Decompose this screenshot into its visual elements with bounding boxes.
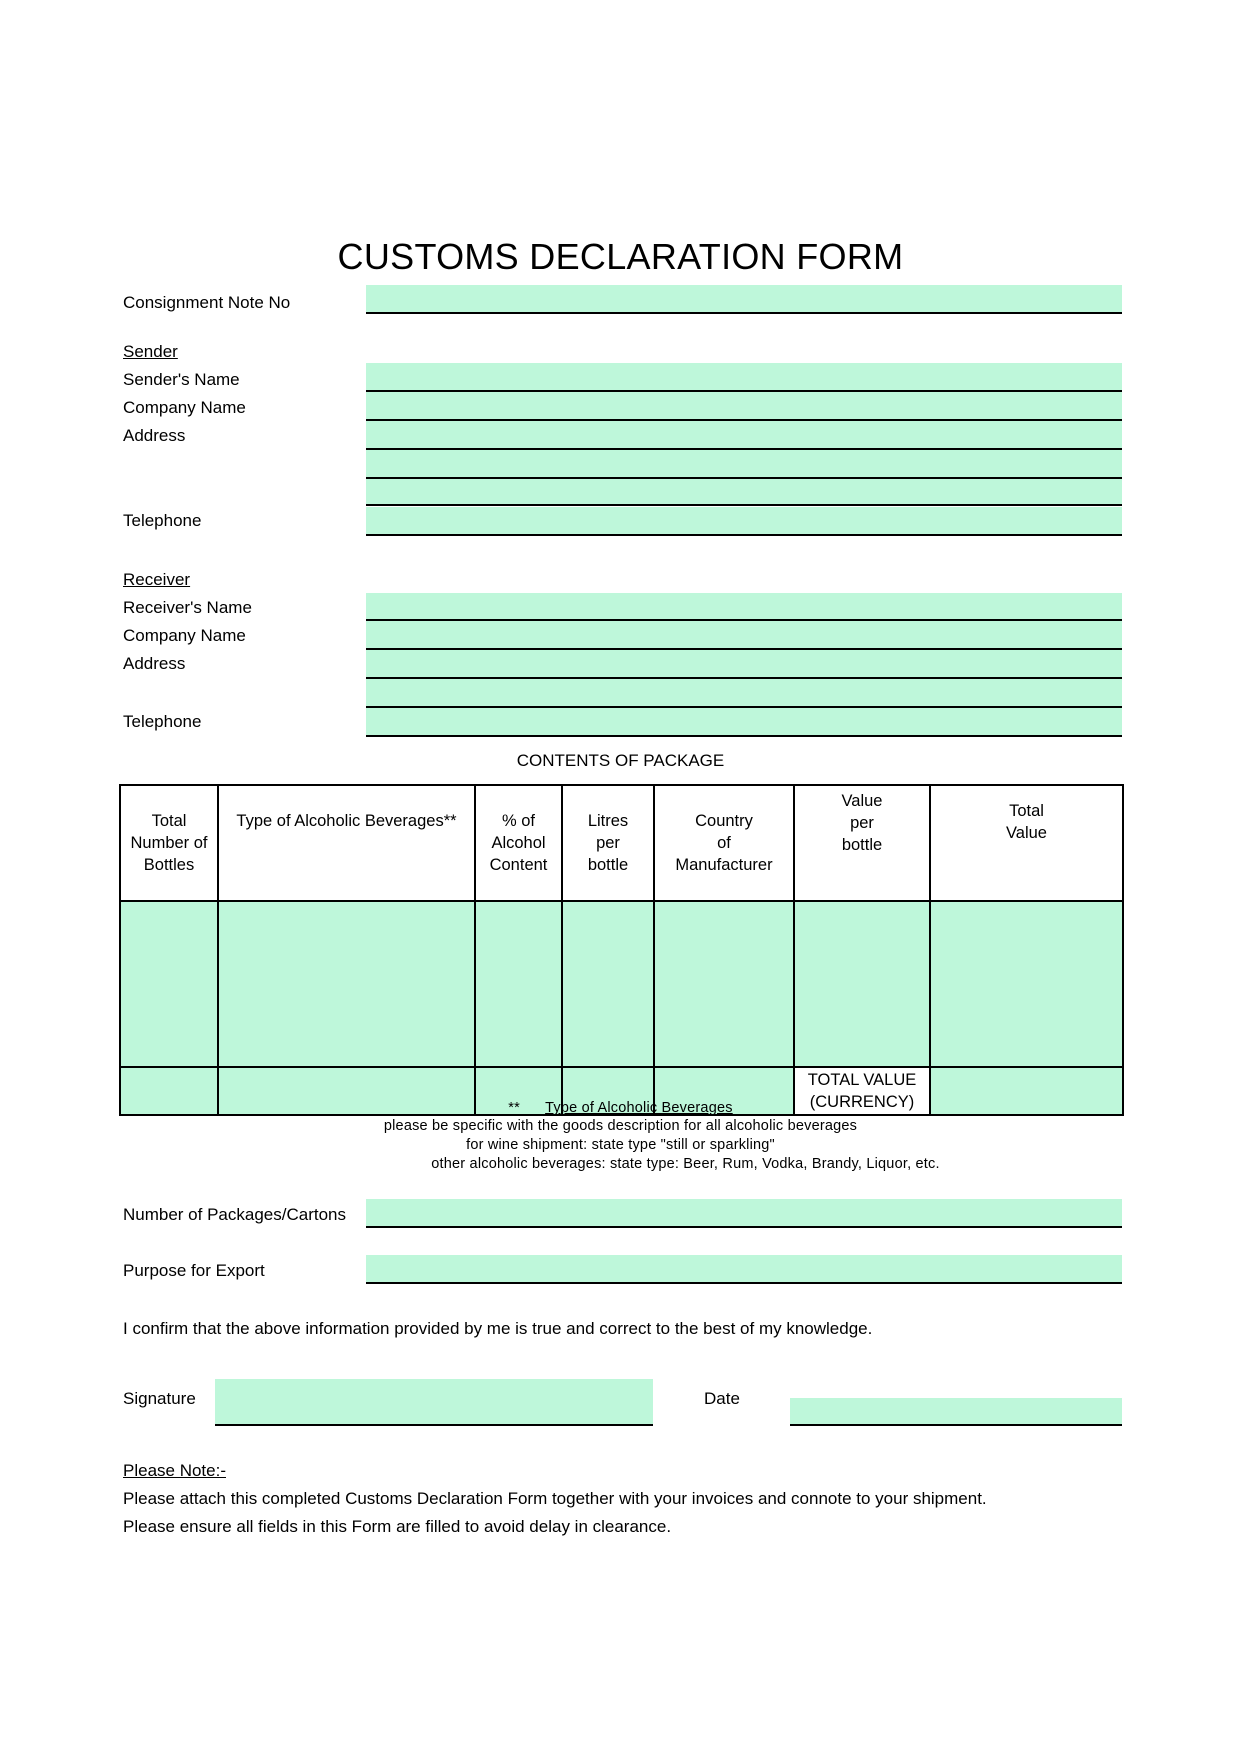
col-beverage-type: Type of Alcoholic Beverages** — [218, 785, 475, 901]
receiver-telephone-field[interactable] — [366, 708, 1122, 737]
sender-address-label: Address — [123, 426, 186, 445]
purpose-label: Purpose for Export — [123, 1261, 265, 1280]
contents-table — [119, 784, 1124, 1116]
country-of-manufacturer-field[interactable] — [654, 901, 794, 1067]
form-title: CUSTOMS DECLARATION FORM — [337, 236, 904, 277]
contents-header-row — [120, 785, 1123, 901]
col-litres-per-bottle: Litres per bottle — [562, 785, 654, 901]
footnote-marker: ** — [508, 1100, 520, 1116]
beverage-type-field[interactable] — [218, 901, 475, 1067]
receiver-address-field-1[interactable] — [366, 650, 1122, 679]
packages-label: Number of Packages/Cartons — [123, 1205, 346, 1224]
litres-per-bottle-field[interactable] — [562, 901, 654, 1067]
footnote-line-1: please be specific with the goods description for all alcoholic beverages — [383, 1118, 858, 1134]
sender-address-field-2[interactable] — [366, 450, 1122, 479]
packages-field[interactable] — [366, 1199, 1122, 1228]
receiver-name-label: Receiver's Name — [123, 598, 252, 617]
col-total-bottles: Total Number of Bottles — [120, 785, 218, 901]
sender-heading: Sender — [123, 342, 178, 361]
contents-heading: CONTENTS OF PACKAGE — [516, 751, 725, 770]
consignment-note-field[interactable] — [366, 285, 1122, 314]
footnote-heading-line — [0, 1100, 1241, 1116]
sender-address-field-3[interactable] — [366, 479, 1122, 506]
total-value-label: TOTAL VALUE (CURRENCY) — [794, 1067, 930, 1115]
col-country-of-manufacturer: Country of Manufacturer — [654, 785, 794, 901]
footnote-heading: Type of Alcoholic Beverages — [545, 1100, 733, 1116]
purpose-field[interactable] — [366, 1255, 1122, 1284]
contents-entry-row — [120, 901, 1123, 1067]
sender-company-label: Company Name — [123, 398, 246, 417]
sender-name-label: Sender's Name — [123, 370, 240, 389]
receiver-heading: Receiver — [123, 570, 191, 589]
sender-name-field[interactable] — [366, 363, 1122, 392]
signature-field[interactable] — [215, 1379, 653, 1426]
confirmation-text: I confirm that the above information provided by me is true and correct to the best of my knowledge. — [123, 1319, 873, 1338]
total-bottles-field[interactable] — [120, 901, 218, 1067]
date-field[interactable] — [790, 1398, 1122, 1426]
receiver-address-field-2[interactable] — [366, 679, 1122, 708]
date-label: Date — [704, 1389, 740, 1408]
receiver-name-field[interactable] — [366, 593, 1122, 621]
sender-company-field[interactable] — [366, 392, 1122, 421]
sender-address-field-1[interactable] — [366, 421, 1122, 450]
note-heading: Please Note:- — [123, 1461, 226, 1480]
footnote-line-3: other alcoholic beverages: state type: Beer, Rum, Vodka, Brandy, Liquor, etc. — [431, 1156, 940, 1172]
col-total-value: Total Value — [930, 785, 1123, 901]
alcohol-content-field[interactable] — [475, 901, 562, 1067]
note-line-2: Please ensure all fields in this Form are filled to avoid delay in clearance. — [123, 1517, 672, 1536]
sender-telephone-field[interactable] — [366, 507, 1122, 536]
footnote-line-2: for wine shipment: state type "still or sparkling" — [466, 1137, 775, 1153]
consignment-label: Consignment Note No — [123, 293, 291, 312]
sender-telephone-label: Telephone — [123, 511, 202, 530]
signature-label: Signature — [123, 1389, 196, 1408]
total-value-field[interactable] — [930, 901, 1123, 1067]
receiver-company-label: Company Name — [123, 626, 246, 645]
value-per-bottle-field[interactable] — [794, 901, 930, 1067]
col-alcohol-content: % of Alcohol Content — [475, 785, 562, 901]
col-value-per-bottle: Value per bottle — [794, 785, 930, 901]
receiver-address-label: Address — [123, 654, 186, 673]
receiver-company-field[interactable] — [366, 621, 1122, 650]
receiver-telephone-label: Telephone — [123, 712, 202, 731]
note-line-1: Please attach this completed Customs Declaration Form together with your invoices and connote to your shipment. — [123, 1489, 987, 1508]
